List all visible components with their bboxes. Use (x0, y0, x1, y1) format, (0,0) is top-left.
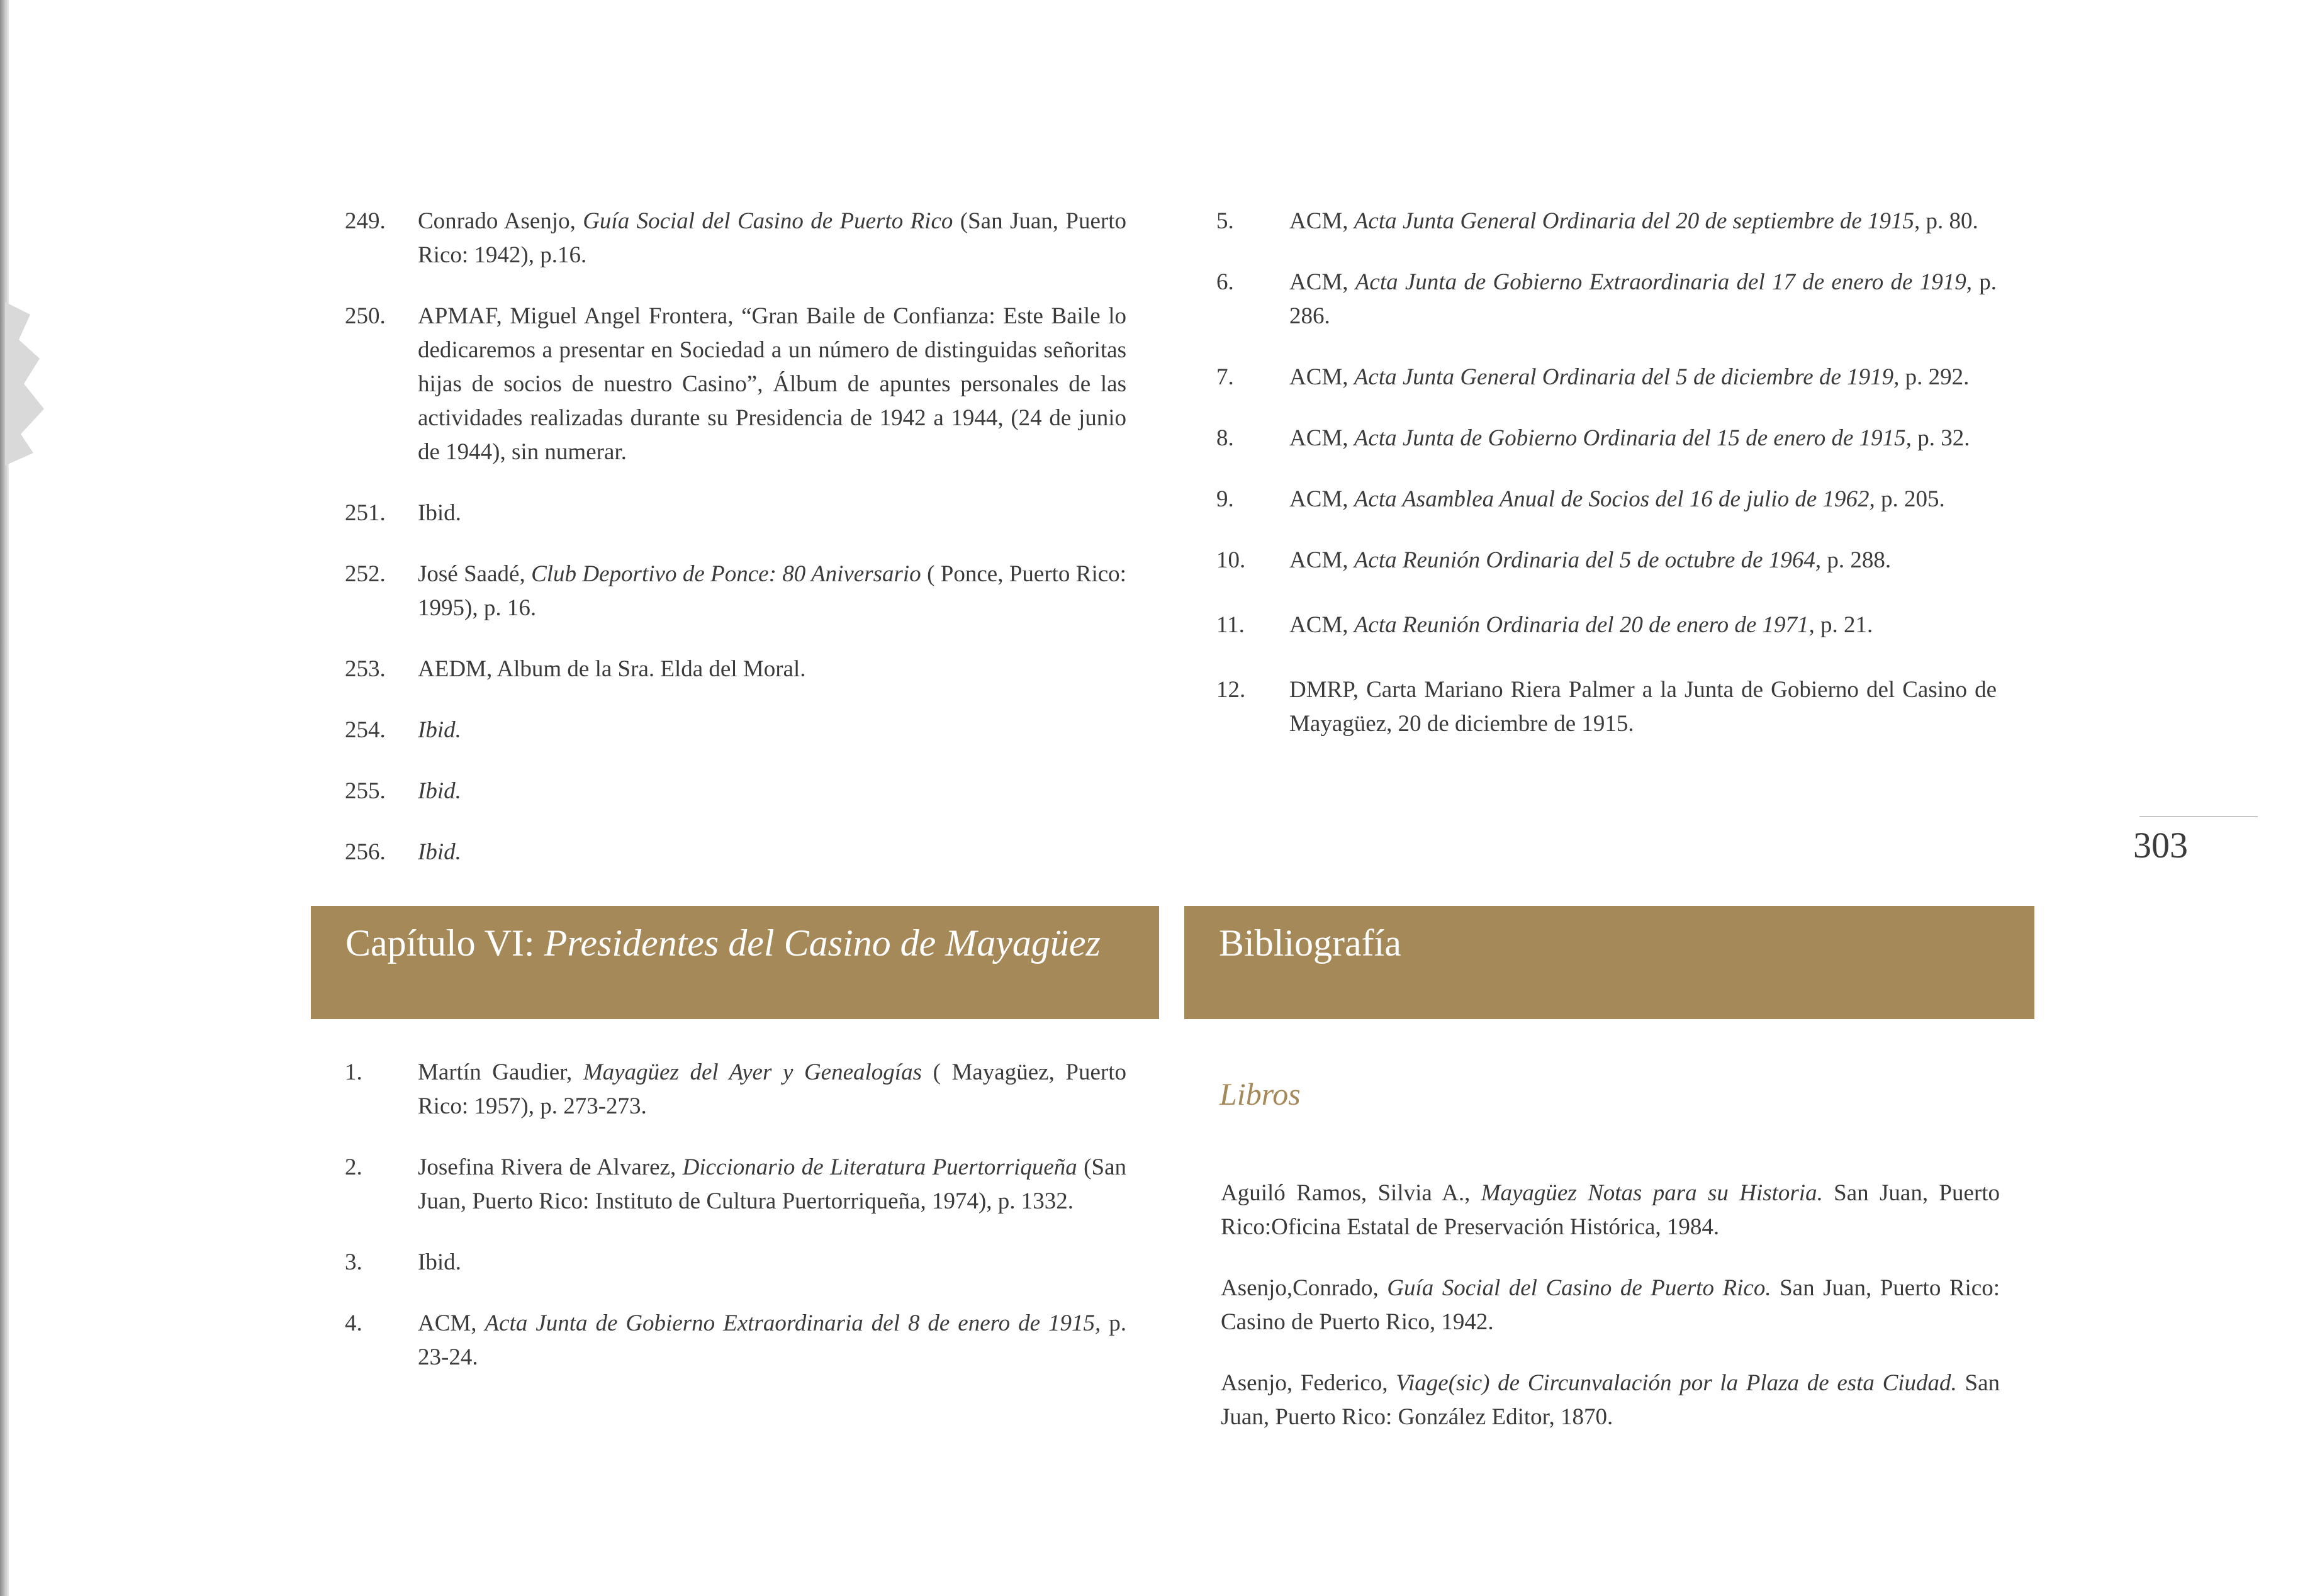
bibliography-list (1221, 1176, 2000, 1461)
footnote-number: 254. (345, 717, 386, 743)
note-text: ACM, (1289, 269, 1355, 295)
italic-title: Acta Junta de Gobierno Extraordinaria del 17 de enero de 1919, (1355, 269, 1972, 295)
note-text: ACM, (1289, 208, 1354, 234)
notes-list (345, 204, 1126, 869)
footnote (1216, 204, 1997, 238)
note-text: p. 288. (1821, 547, 1892, 573)
footnote-body (1289, 425, 1970, 451)
footnote-number: 249. (345, 208, 386, 234)
footnote-number: 1. (345, 1059, 362, 1085)
footnote-number: 9. (1216, 486, 1234, 512)
italic-title: Ibid. (418, 778, 461, 804)
footnote-body (418, 500, 461, 526)
page-binding-edge (0, 0, 9, 1596)
note-text: Josefina Rivera de Alvarez, (418, 1154, 683, 1180)
italic-title: Guía Social del Casino de Puerto Rico. (1387, 1275, 1771, 1301)
note-text: p. 21. (1814, 612, 1873, 638)
footnote (1216, 265, 1997, 333)
footnote-number: 6. (1216, 269, 1234, 295)
page-number-rule (2139, 816, 2258, 817)
footnote (345, 1151, 1126, 1219)
footnote-number: 12. (1216, 677, 1246, 703)
footnote-number: 10. (1216, 547, 1246, 573)
footnote-body (418, 208, 1126, 268)
footnote (1216, 421, 1997, 455)
italic-title: Acta Junta General Ordinaria del 5 de diciembre de 1919, (1354, 364, 1900, 390)
note-text: p. 292. (1899, 364, 1970, 390)
note-text: San Juan, Puerto Rico: Casino de Puerto Rico, 1942. (1221, 1275, 2000, 1335)
note-text: ACM, (1289, 364, 1354, 390)
note-text: ACM, (1289, 486, 1354, 512)
note-text: ACM, (418, 1310, 485, 1336)
footnote-body (418, 1310, 1126, 1370)
footnote-number: 7. (1216, 364, 1234, 390)
notes-list (1216, 204, 1997, 741)
note-text: APMAF, Miguel Angel Frontera, “Gran Baile de Confianza: Este Baile lo dedicaremos a presentar en Sociedad a un número de distinguidas señoritas hijas de socios de nuestro Casino”, Álbum de apuntes personales de las actividades realizadas durante su Presidencia de 1942 a 1944, (24 de junio de 1944), sin numerar. (418, 303, 1126, 465)
footnote (1216, 544, 1997, 578)
note-text: p. 205. (1875, 486, 1945, 512)
notes-list (345, 1056, 1126, 1375)
footnote (1216, 673, 1997, 741)
note-text: Martín Gaudier, (418, 1059, 583, 1085)
bibliography-banner (1184, 906, 2034, 1019)
note-text: p. 80. (1920, 208, 1978, 234)
page-number: 303 (2133, 825, 2188, 866)
footnote-body (418, 717, 461, 743)
footnote-body (418, 656, 806, 682)
note-text: Conrado Asenjo, (418, 208, 583, 234)
footnote (345, 1307, 1126, 1375)
footnote (1216, 483, 1997, 516)
italic-title: Guía Social del Casino de Puerto Rico (583, 208, 953, 234)
footnote-number: 3. (345, 1249, 362, 1275)
footnote (345, 299, 1126, 469)
note-text: ACM, (1289, 612, 1354, 638)
torn-paper-edge (5, 302, 49, 466)
footnote-number: 252. (345, 561, 386, 587)
footnote-body (418, 778, 461, 804)
footnote-body (418, 1249, 461, 1275)
note-text: ( Mayagüez, Puerto Rico: 1957), p. 273-273. (418, 1059, 1127, 1119)
note-text: ( Ponce, Puerto Rico: 1995), p. 16. (418, 561, 1126, 621)
bibliography-entry (1221, 1271, 2000, 1339)
footnote (345, 652, 1126, 686)
note-text: AEDM, Album de la Sra. Elda del Moral. (418, 656, 806, 682)
note-text: DMRP, Carta Mariano Riera Palmer a la Junta de Gobierno del Casino de Mayagüez, 20 de diciembre de 1915. (1289, 677, 1997, 737)
footnote (345, 713, 1126, 747)
note-text: ACM, (1289, 547, 1354, 573)
footnote-number: 4. (345, 1310, 362, 1336)
footnote-body (1289, 269, 1997, 329)
note-text: Asenjo,Conrado, (1221, 1275, 1388, 1301)
notes-right-top (1216, 204, 1997, 741)
footnote (345, 557, 1126, 625)
footnote-number: 253. (345, 656, 386, 682)
note-text: (San Juan, Puerto Rico: Instituto de Cultura Puertorriqueña, 1974), p. 1332. (418, 1154, 1126, 1214)
italic-title: Acta Junta General Ordinaria del 20 de septiembre de 1915, (1354, 208, 1920, 234)
footnote-body (418, 1059, 1126, 1119)
note-text: ACM, (1289, 425, 1354, 451)
note-text: Asenjo, Federico, (1221, 1370, 1396, 1396)
footnote-number: 256. (345, 839, 386, 865)
footnote-body (1289, 547, 1891, 573)
footnote (345, 1056, 1126, 1124)
footnote (345, 1246, 1126, 1280)
note-text: Aguiló Ramos, Silvia A., (1221, 1180, 1481, 1206)
footnote (345, 774, 1126, 808)
notes-left-top (345, 204, 1126, 869)
italic-title: Diccionario de Literatura Puertorriqueña (682, 1154, 1077, 1180)
footnote (345, 835, 1126, 869)
note-text: San Juan, Puerto Rico: González Editor, 1870. (1221, 1370, 2000, 1430)
footnote (1216, 360, 1997, 394)
italic-title: Acta Junta de Gobierno Ordinaria del 15 de enero de 1915, (1354, 425, 1912, 451)
footnote-body (1289, 208, 1978, 234)
italic-title: Ibid. (418, 717, 461, 743)
footnote (345, 204, 1126, 272)
italic-title: Acta Reunión Ordinaria del 5 de octubre de 1964, (1354, 547, 1822, 573)
chapter-label: Capítulo VI: (345, 922, 544, 964)
footnote-body (1289, 677, 1997, 737)
footnote-number: 2. (345, 1154, 362, 1180)
footnote-number: 255. (345, 778, 386, 804)
chapter-banner (311, 906, 1159, 1019)
note-text: p. 23-24. (418, 1310, 1126, 1370)
footnote-body (418, 561, 1126, 621)
note-text: p. 32. (1911, 425, 1970, 451)
footnote-number: 5. (1216, 208, 1234, 234)
note-text: San Juan, Puerto Rico:Oficina Estatal de Preservación Histórica, 1984. (1221, 1180, 2000, 1240)
italic-title: Club Deportivo de Ponce: 80 Aniversario (531, 561, 921, 587)
footnote-body (1289, 612, 1873, 638)
italic-title: Acta Junta de Gobierno Extraordinaria del 8 de enero de 1915, (485, 1310, 1101, 1336)
bibliography-title: Bibliografía (1219, 922, 1401, 964)
note-text: Ibid. (418, 1249, 461, 1275)
italic-title: Ibid. (418, 839, 461, 865)
footnote (345, 496, 1126, 530)
italic-title: Mayagüez del Ayer y Genealogías (583, 1059, 922, 1085)
italic-title: Mayagüez Notas para su Historia. (1481, 1180, 1823, 1206)
footnote-number: 251. (345, 500, 386, 526)
footnote (1216, 608, 1997, 642)
footnote-body (418, 839, 461, 865)
footnote-body (1289, 486, 1945, 512)
note-text: Ibid. (418, 500, 461, 526)
italic-title: Acta Reunión Ordinaria del 20 de enero de 1971, (1354, 612, 1815, 638)
note-text: p. 286. (1289, 269, 1997, 329)
chapter-title: Presidentes del Casino de Mayagüez (544, 922, 1101, 964)
bibliography-entry (1221, 1366, 2000, 1434)
footnote-body (1289, 364, 1969, 390)
note-text: (San Juan, Puerto Rico: 1942), p.16. (418, 208, 1126, 268)
footnote-body (418, 303, 1126, 465)
footnote-number: 11. (1216, 612, 1245, 638)
bibliography-entry (1221, 1176, 2000, 1244)
italic-title: Viage(sic) de Circunvalación por la Plaza de esta Ciudad. (1396, 1370, 1957, 1396)
books-heading: Libros (1219, 1076, 1301, 1112)
notes-left-bottom (345, 1056, 1126, 1375)
italic-title: Acta Asamblea Anual de Socios del 16 de julio de 1962, (1354, 486, 1875, 512)
footnote-number: 8. (1216, 425, 1234, 451)
footnote-number: 250. (345, 303, 386, 329)
note-text: José Saadé, (418, 561, 532, 587)
footnote-body (418, 1154, 1126, 1214)
